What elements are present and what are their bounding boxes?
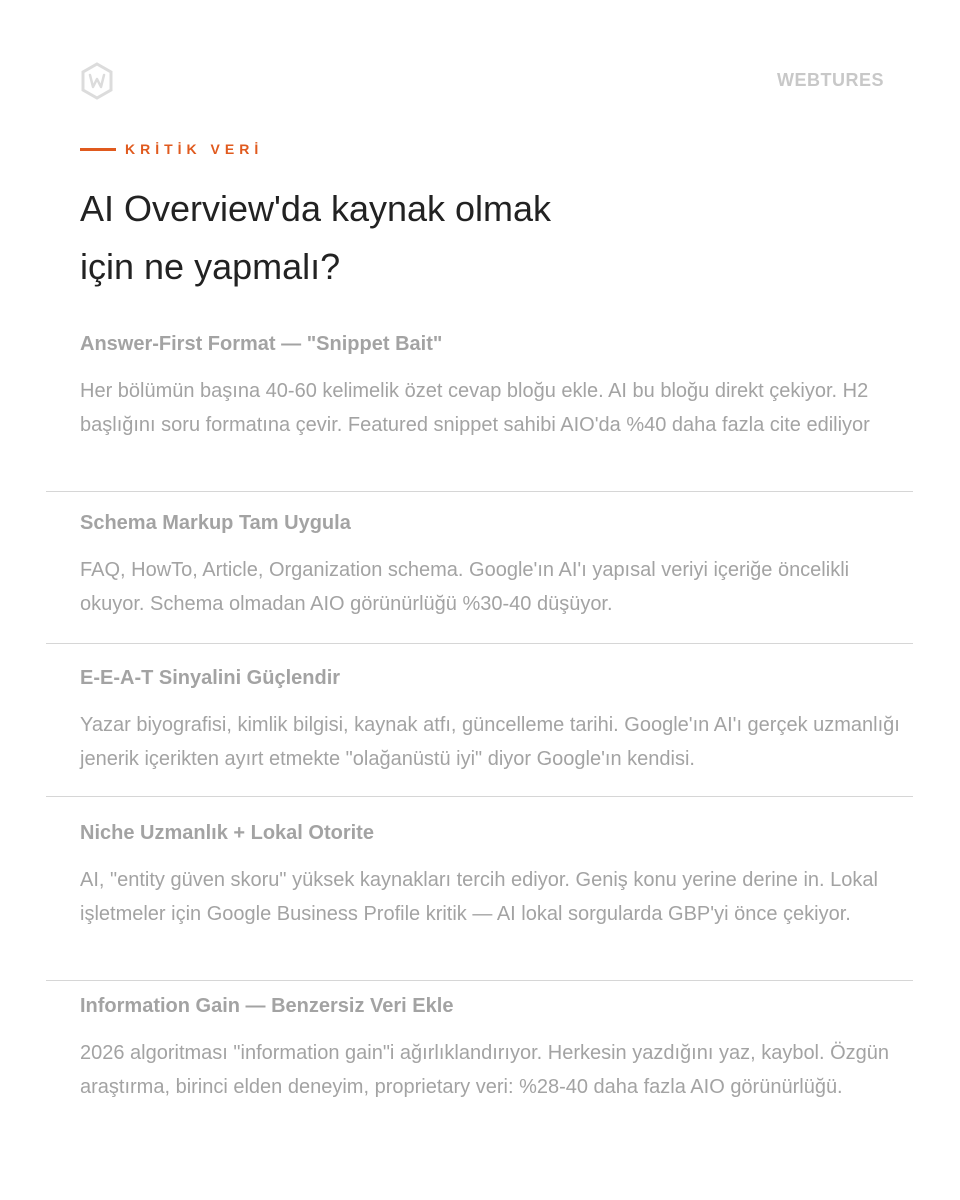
tip-body: 2026 algoritması "information gain"i ağırlıklandırıyor. Herkesin yazdığını yaz, kaybol. Özgün araştırma, birinci elden deneyim, proprietary veri: %28-40 daha fazla AIO görünürlüğü. <box>80 1042 890 1098</box>
tip-body: Yazar biyografisi, kimlik bilgisi, kaynak atfı, güncelleme tarihi. Google'ın AI'ı gerçek uzmanlığı jenerik içerikten ayırt etmekte "olağanüstü iyi" diyor Google'ın kendisi. <box>80 714 900 770</box>
tip-body: Her bölümün başına 40-60 kelimelik özet cevap bloğu ekle. AI bu bloğu direkt çekiyor. H2 başlığını soru formatına çevir. Featured snippet sahibi AIO'da %40 daha fazla cite ediliyor <box>80 380 870 436</box>
tip-title: Information Gain — Benzersiz Veri Ekle <box>80 995 454 1017</box>
tip-item <box>80 992 900 1104</box>
tip-title: E-E-A-T Sinyalini Güçlendir <box>80 667 341 689</box>
eyebrow-label: KRİTİK VERİ <box>125 141 264 157</box>
tip-title: Answer-First Format — "Snippet Bait" <box>80 333 443 355</box>
page-title-line-2: için ne yapmalı? <box>80 246 341 287</box>
brand-name: WEBTURES <box>777 70 884 90</box>
eyebrow-accent-line <box>80 148 116 151</box>
tip-item <box>80 330 900 442</box>
tip-title: Schema Markup Tam Uygula <box>80 512 351 534</box>
page-title <box>80 180 680 296</box>
tip-item <box>80 819 900 931</box>
tip-body: AI, "entity güven skoru" yüksek kaynakları tercih ediyor. Geniş konu yerine derine in. Lokal işletmeler için Google Business Profile kritik — AI lokal sorgularda GBP'yi önce çekiyor. <box>80 869 878 925</box>
divider <box>46 491 913 492</box>
divider <box>46 643 913 644</box>
tip-body: FAQ, HowTo, Article, Organization schema. Google'ın AI'ı yapısal veriyi içeriğe öncelikli okuyor. Schema olmadan AIO görünürlüğü %30-40 düşüyor. <box>80 559 850 615</box>
divider <box>46 796 913 797</box>
eyebrow <box>80 141 263 157</box>
tip-item <box>80 509 900 621</box>
tip-title: Niche Uzmanlık + Lokal Otorite <box>80 822 374 844</box>
webtures-logo-icon <box>80 62 114 100</box>
page-title-line-1: AI Overview'da kaynak olmak <box>80 188 552 229</box>
tip-item <box>80 664 900 776</box>
divider <box>46 980 913 981</box>
